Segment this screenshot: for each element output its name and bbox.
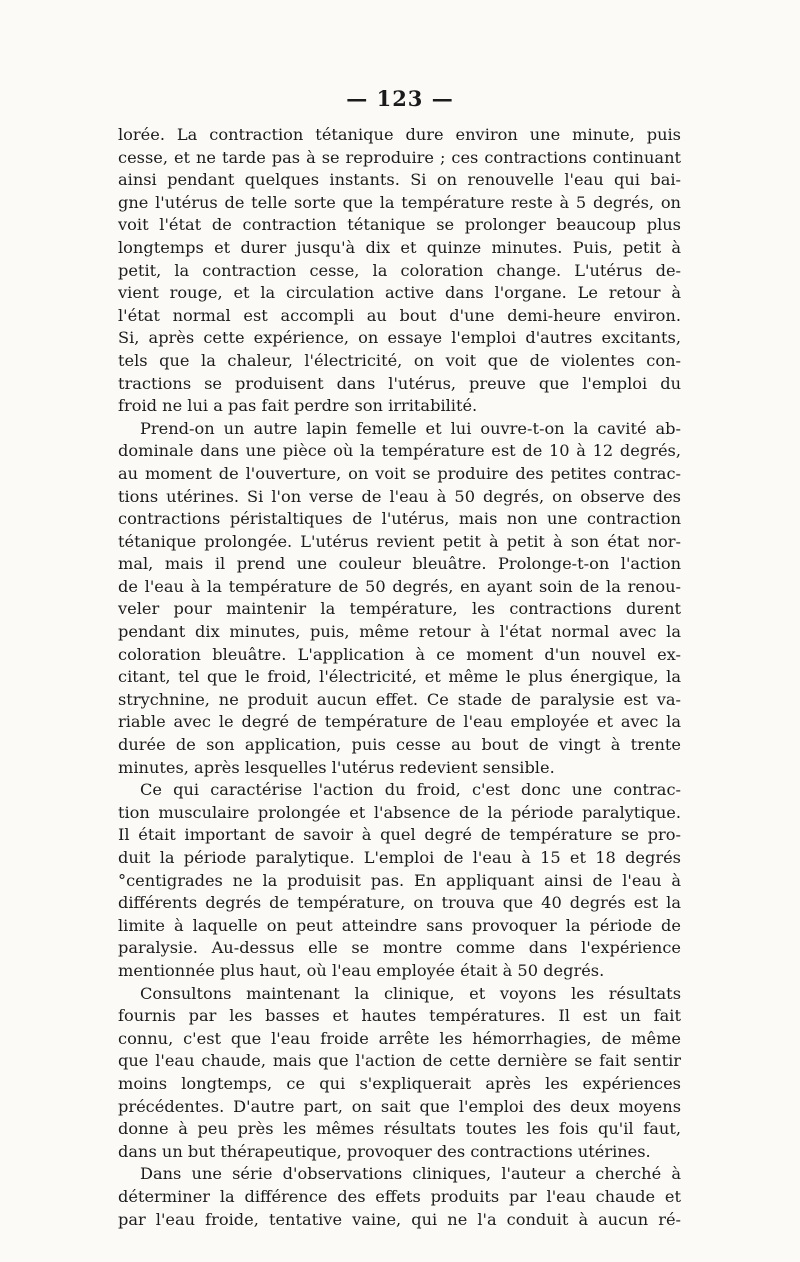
text-line: Consultons maintenant la clinique, et voyons les résultats [140,983,681,1003]
page-number: — 123 — [346,86,454,111]
text-line: longtemps et durer jusqu'à dix et quinze minutes. Puis, petit à [118,237,681,257]
text-line: voit l'état de contraction tétanique se prolonger beaucoup plus [118,215,681,235]
text-line: Prend-on un autre lapin femelle et lui ouvre-t-on la cavité ab- [140,418,681,438]
text-line: de l'eau à la température de 50 degrés, en ayant soin de la renou- [118,576,681,596]
text-line: mal, mais il prend une couleur bleuâtre. Prolonge-t-on l'action [118,554,681,574]
text-line: tels que la chaleur, l'électricité, on voit que de violentes con- [118,350,681,370]
text-line: strychnine, ne produit aucun effet. Ce stade de paralysie est va- [118,689,681,709]
text-line: fournis par les basses et hautes températures. Il est un fait [118,1006,681,1026]
text-line: déterminer la différence des effets produits par l'eau chaude et [118,1186,681,1206]
text-line: tion musculaire prolongée et l'absence de la période paralytique. [118,802,681,822]
text-line: °centigrades ne la produisit pas. En appliquant ainsi de l'eau à [118,870,681,890]
text-line: tétanique prolongée. L'utérus revient petit à petit à son état nor- [118,531,681,551]
text-line: tions utérines. Si l'on verse de l'eau à 50 degrés, on observe des [118,486,681,506]
paragraph [118,418,681,780]
text-line: froid ne lui a pas fait perdre son irritabilité. [118,396,478,416]
text-line: contractions péristaltiques de l'utérus, mais non une contraction [118,509,681,529]
text-line: que l'eau chaude, mais que l'action de cette dernière se fait sentir [118,1051,681,1071]
text-line: dans un but thérapeutique, provoquer des contractions utérines. [118,1141,651,1161]
text-line: veler pour maintenir la température, les contractions durent [118,599,681,619]
text-line: dominale dans une pièce où la température est de 10 à 12 degrés, [118,441,681,461]
text-line: petit, la contraction cesse, la coloration change. L'utérus de- [118,260,681,280]
text-line: l'état normal est accompli au bout d'une demi-heure environ. [118,305,681,325]
text-line: limite à laquelle on peut atteindre sans provoquer la période de [118,915,681,935]
text-line: Il était important de savoir à quel degré de température se pro- [118,825,681,845]
paragraph [118,1163,681,1231]
text-line: lorée. La contraction tétanique dure environ une minute, puis [118,125,681,144]
text-line: différents degrés de température, on trouva que 40 degrés est la [118,893,681,913]
text-line: donne à peu près les mêmes résultats toutes les fois qu'il faut, [118,1119,681,1139]
text-line: Si, après cette expérience, on essaye l'emploi d'autres excitants, [118,328,681,348]
paragraph [118,983,681,1164]
text-line: précédentes. D'autre part, on sait que l'emploi des deux moyens [118,1096,681,1116]
text-line: citant, tel que le froid, l'électricité, et même le plus énergique, la [118,667,681,687]
paragraph [118,124,681,418]
text-line: ainsi pendant quelques instants. Si on renouvelle l'eau qui bai- [118,170,681,190]
text-line: paralysie. Au-dessus elle se montre comme dans l'expérience [118,938,681,958]
text-line: pendant dix minutes, puis, même retour à l'état normal avec la [118,622,681,642]
text-line: durée de son application, puis cesse au bout de vingt à trente [118,735,681,755]
text-line: Ce qui caractérise l'action du froid, c'est donc une contrac- [140,780,681,800]
text-line: mentionnée plus haut, où l'eau employée était à 50 degrés. [118,960,605,980]
text-line: coloration bleuâtre. L'application à ce moment d'un nouvel ex- [118,644,681,664]
text-line: duit la période paralytique. L'emploi de l'eau à 15 et 18 degrés [118,848,681,867]
text-line: gne l'utérus de telle sorte que la température reste à 5 degrés, on [118,192,681,212]
text-line: moins longtemps, ce qui s'expliquerait après les expériences [118,1073,681,1093]
text-line: par l'eau froide, tentative vaine, qui ne l'a conduit à aucun ré- [118,1209,681,1229]
text-line: vient rouge, et la circulation active dans l'organe. Le retour à [118,283,681,303]
text-line: minutes, après lesquelles l'utérus redevient sensible. [118,757,555,777]
body-text [118,124,681,1231]
text-line: cesse, et ne tarde pas à se reproduire ; ces contractions continuant [118,147,681,167]
text-line: riable avec le degré de température de l'eau employée et avec la [118,712,681,732]
text-line: tractions se produisent dans l'utérus, preuve que l'emploi du [118,373,681,393]
text-line: connu, c'est que l'eau froide arrête les hémorrhagies, de même [118,1028,681,1048]
text-line: Dans une série d'observations cliniques, l'auteur a cherché à [140,1164,681,1184]
text-line: au moment de l'ouverture, on voit se produire des petites contrac- [118,463,681,483]
paragraph [118,779,681,982]
